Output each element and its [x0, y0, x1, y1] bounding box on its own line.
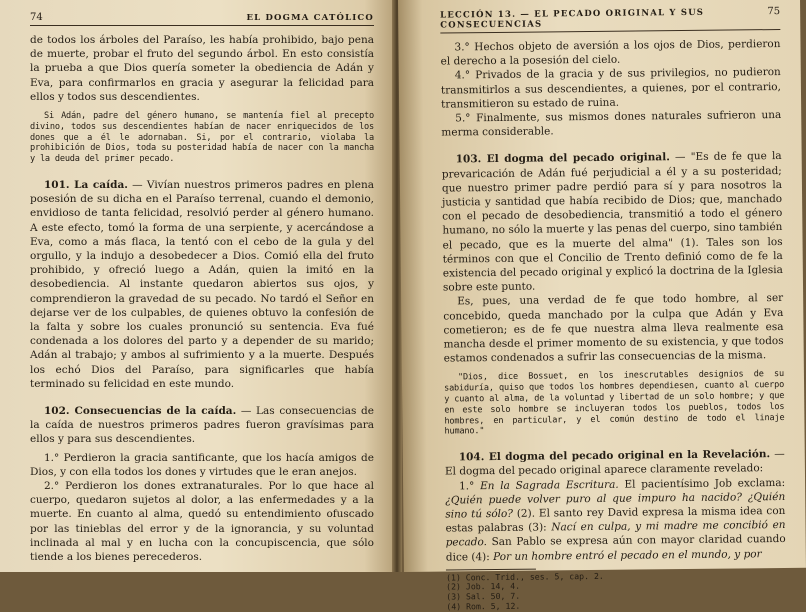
list-marker: 1.°	[459, 479, 481, 493]
subheading: En la Sagrada Escritura.	[480, 478, 619, 492]
section-heading: 104. El dogma del pecado original en la Revelación.	[458, 448, 771, 464]
section-heading: 101. La caída.	[44, 179, 128, 191]
note-paragraph: Si Adán, padre del género humano, se mantenía fiel al precepto divino, todos sus descendientes habían de nacer enriquecidos de los dones que a él le adornaban. Si, por el contrario, violaba la prohibición de Dios, toda su posteridad había de nacer con la mancha y la deuda del primer pecado.	[30, 111, 374, 165]
section-102	[30, 404, 374, 447]
list-item: 1.° Perdieron la gracia santificante, que los hacía amigos de Dios, y con ella todos los dones y virtudes que le eran anejos.	[30, 451, 374, 478]
scripture-quote: Por un hombre entró el pecado en el mundo, y por	[493, 547, 762, 563]
footnote-rule	[446, 568, 536, 570]
footnote: (4) Rom. 5, 12.	[446, 600, 521, 612]
scripture-quote: Nací en culpa, y mi madre me concibió en pecado.	[445, 519, 786, 549]
text-run: El pacientísimo Job exclama:	[618, 476, 786, 491]
footnote: (1) Conc. Trid., ses. 5, cap. 2.	[445, 570, 604, 583]
right-page-header	[440, 6, 780, 34]
section-104	[445, 447, 785, 479]
footnote: (3) Sal. 50, 7.	[446, 590, 521, 602]
section-103	[442, 149, 783, 295]
section-heading: 102. Consecuencias de la caída.	[44, 405, 237, 418]
page-number: 74	[30, 12, 43, 23]
running-head: LECCIÓN 13. — EL PECADO ORIGINAL Y SUS CONSECUENCIAS	[440, 7, 705, 31]
footnotes	[446, 570, 786, 612]
left-page-header	[30, 12, 374, 26]
list-item: 4.° Privados de la gracia y de sus privilegios, no pudieron transmitirlos a sus descendientes, a quienes, por el contrario, transmitieron su estado de ruina.	[440, 66, 781, 111]
text-run: San Pablo se expresa aún con mayor claridad cuando dice (4):	[445, 533, 786, 564]
footnote: (2) Job. 14, 4.	[446, 581, 521, 592]
right-page	[398, 0, 806, 612]
section-101	[30, 178, 374, 391]
section-103-continued: Es, pues, una verdad de fe que todo hombre, al ser concebido, queda manchado por la culpa que Adán y Eva cometieron; es de fe que nuestra alma lleva realmente esa mancha desde el primer momento de su existencia, y que todos estamos condenados a sufrir las consecuencias de la misma.	[443, 292, 784, 365]
text-run: (2). El santo rey David expresa la misma idea con estas palabras (3):	[445, 505, 786, 535]
running-head: EL DOGMA CATÓLICO	[246, 13, 374, 23]
section-heading: 103. El dogma del pecado original.	[455, 151, 670, 166]
section-text: — El dogma del pecado original aparece claramente revelado:	[444, 448, 785, 478]
list-item	[445, 476, 786, 565]
scripture-quote: ¿Quién puede volver puro al que impuro ha nacido? ¿Quién sino tú sólo?	[445, 490, 786, 521]
intro-paragraph: de todos los árboles del Paraíso, les había prohibido, bajo pena de muerte, probar el fruto del segundo árbol. En esto consistía la prueba a que Dios quería someter la obediencia de Adán y Eva, para confirmarlos en gracia y asegurar la felicidad para ellos y todos sus descendientes.	[30, 34, 374, 103]
page-number: 75	[767, 5, 781, 18]
section-text: — Vivían nuestros primeros padres en plena posesión de su dicha en el Paraíso terrenal, cuando el demonio, envidioso de tanta felicidad, resolvió perder al género humano. A este efecto, tomó la forma de una serpiente, y acercándose a Eva, como a más flaca, la tentó con el cebo de la gula y del orgullo, y la indujo a desobedecer a Dios. Comió ella del fruto prohibido, y ofreció luego a Adán, quien la imitó en la desobediencia. Al instante quedaron abiertos sus ojos, y comprendieron la gravedad de su pecado. No tardó el Señor en dejarse ver de los culpables, de quienes obtuvo la confesión de la falta y sobre los cuales pronunció su sentencia. Eva fué condenada a los dolores del parto y a depender de su marido; Adán al trabajo; y ambos al sufrimiento y a la muerte. Después los echó Dios del Paraíso, para significarles que había terminado su felicidad en este mundo.	[30, 179, 374, 390]
section-text: — Las consecuencias de la caída de nuestros primeros padres fueron gravísimas para ellos y para sus descendientes.	[30, 405, 374, 446]
left-page	[0, 0, 396, 572]
list-item: 2.° Perdieron los dones extranaturales. Por lo que hace al cuerpo, quedaron sujetos al dolor, a las enfermedades y a la muerte. En cuanto al alma, quedó su entendimiento ofuscado por las tinieblas del error y de la ignorancia, y su voluntad inclinada al mal y en lucha con la concupiscencia, que sólo tiende a los bienes perecederos.	[30, 480, 374, 564]
list-item: 3.° Hechos objeto de aversión a los ojos de Dios, perdieron el derecho a la posesión del cielo.	[440, 37, 781, 68]
bossuet-quote: "Dios, dice Bossuet, en los inescrutables designios de su sabiduría, quiso que todos los hombres dependiesen, cuanto al cuerpo y cuanto al alma, de la voluntad y libertad de un solo hombre; y que en este solo hombre se incluyeran todos los pueblos, todos los hombres, en particular, y el común destino de todo el linaje humano."	[444, 369, 785, 437]
section-text: — "Es de fe que la prevaricación de Adán fué perjudicial a él y a su posteridad; que nuestro primer padre perdió para sí y para nosotros la justicia y santidad que había recibido de Dios; que, manchado con el pecado de desobediencia, transmitió a todo el género humano, no sólo la muerte y las penas del cuerpo, sino también el pecado, que es la muerte del alma" (1). Tales son los términos con que el Concilio de Trento definió como de fe la existencia del pecado original y explicó la doctrina de la Iglesia sobre este punto.	[441, 150, 783, 294]
list-item: 5.° Finalmente, sus mismos dones naturales sufrieron una merma considerable.	[441, 109, 782, 139]
